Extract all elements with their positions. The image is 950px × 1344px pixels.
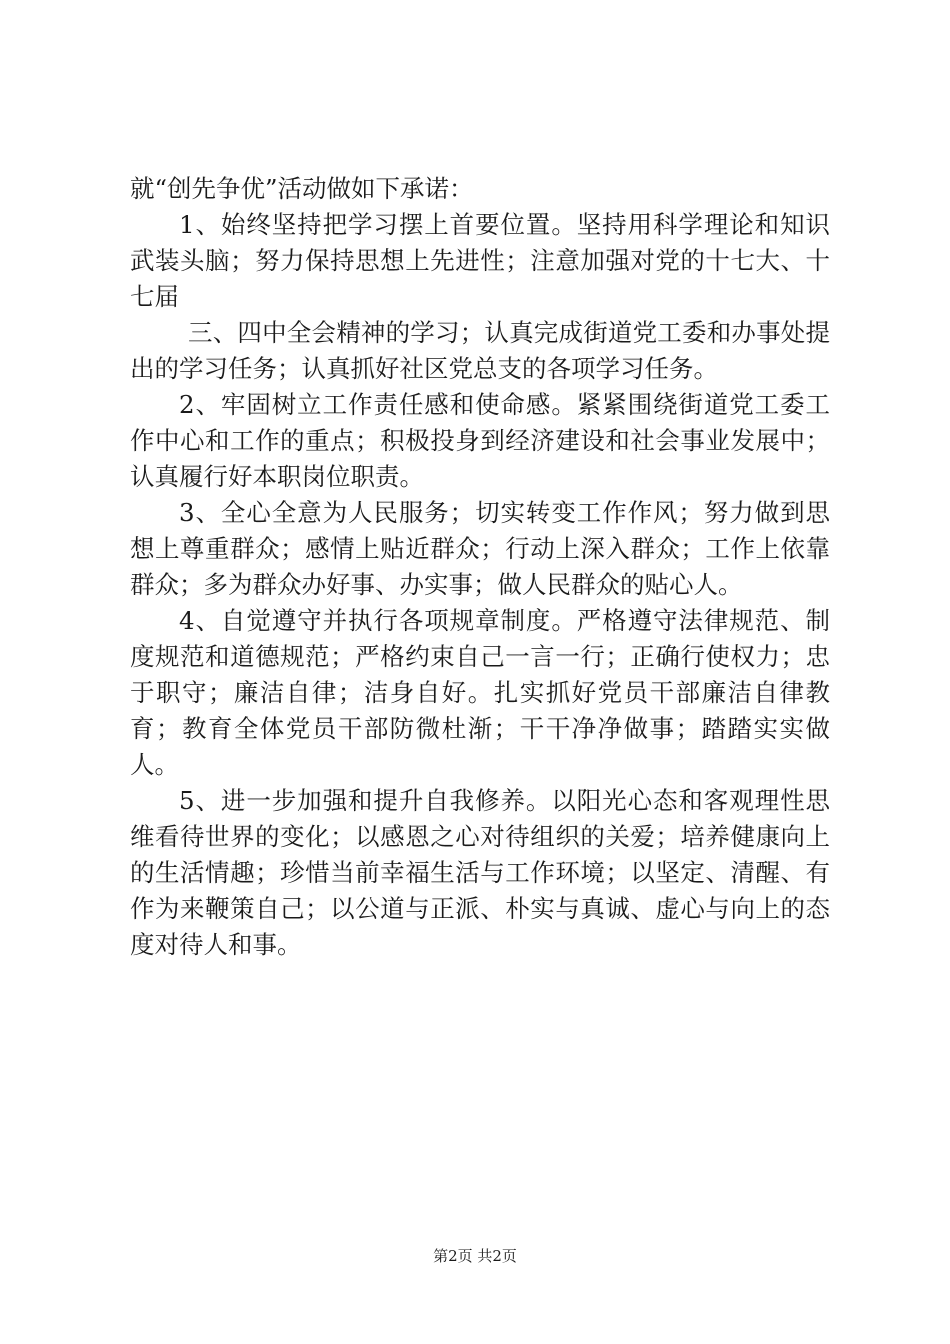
page-number-footer: 第2页 共2页: [433, 1247, 517, 1265]
commitment-paragraph-2: 2、牢固树立工作责任感和使命感。紧紧围绕街道党工委工作中心和工作的重点；积极投身到经济建设和社会事业发展中；认真履行好本职岗位职责。: [130, 390, 830, 491]
commitment-paragraph-5: 5、进一步加强和提升自我修养。以阳光心态和客观理性思维看待世界的变化；以感恩之心对待组织的关爱；培养健康向上的生活情趣；珍惜当前幸福生活与工作环境；以坚定、清醒、有作为来鞭策自己；以公道与正派、朴实与真诚、虚心与向上的态度对待人和事。: [130, 786, 830, 959]
commitment-paragraph-1: 1、始终坚持把学习摆上首要位置。坚持用科学理论和知识武装头脑；努力保持思想上先进性；注意加强对党的十七大、十七届: [130, 210, 830, 311]
commitment-paragraph-1-continued: 三、四中全会精神的学习；认真完成街道党工委和办事处提出的学习任务；认真抓好社区党总支的各项学习任务。: [130, 318, 830, 383]
intro-paragraph: 就“创先争优”活动做如下承诺：: [130, 174, 474, 203]
commitment-paragraph-4: 4、自觉遵守并执行各项规章制度。严格遵守法律规范、制度规范和道德规范；严格约束自己一言一行；正确行使权力；忠于职守；廉洁自律；洁身自好。扎实抓好党员干部廉洁自律教育；教育全体党员干部防微杜渐；干干净净做事；踏踏实实做人。: [130, 606, 830, 779]
document-body: [130, 171, 830, 963]
commitment-paragraph-3: 3、全心全意为人民服务；切实转变工作作风；努力做到思想上尊重群众；感情上贴近群众；行动上深入群众；工作上依靠群众；多为群众办好事、办实事；做人民群众的贴心人。: [130, 498, 830, 599]
